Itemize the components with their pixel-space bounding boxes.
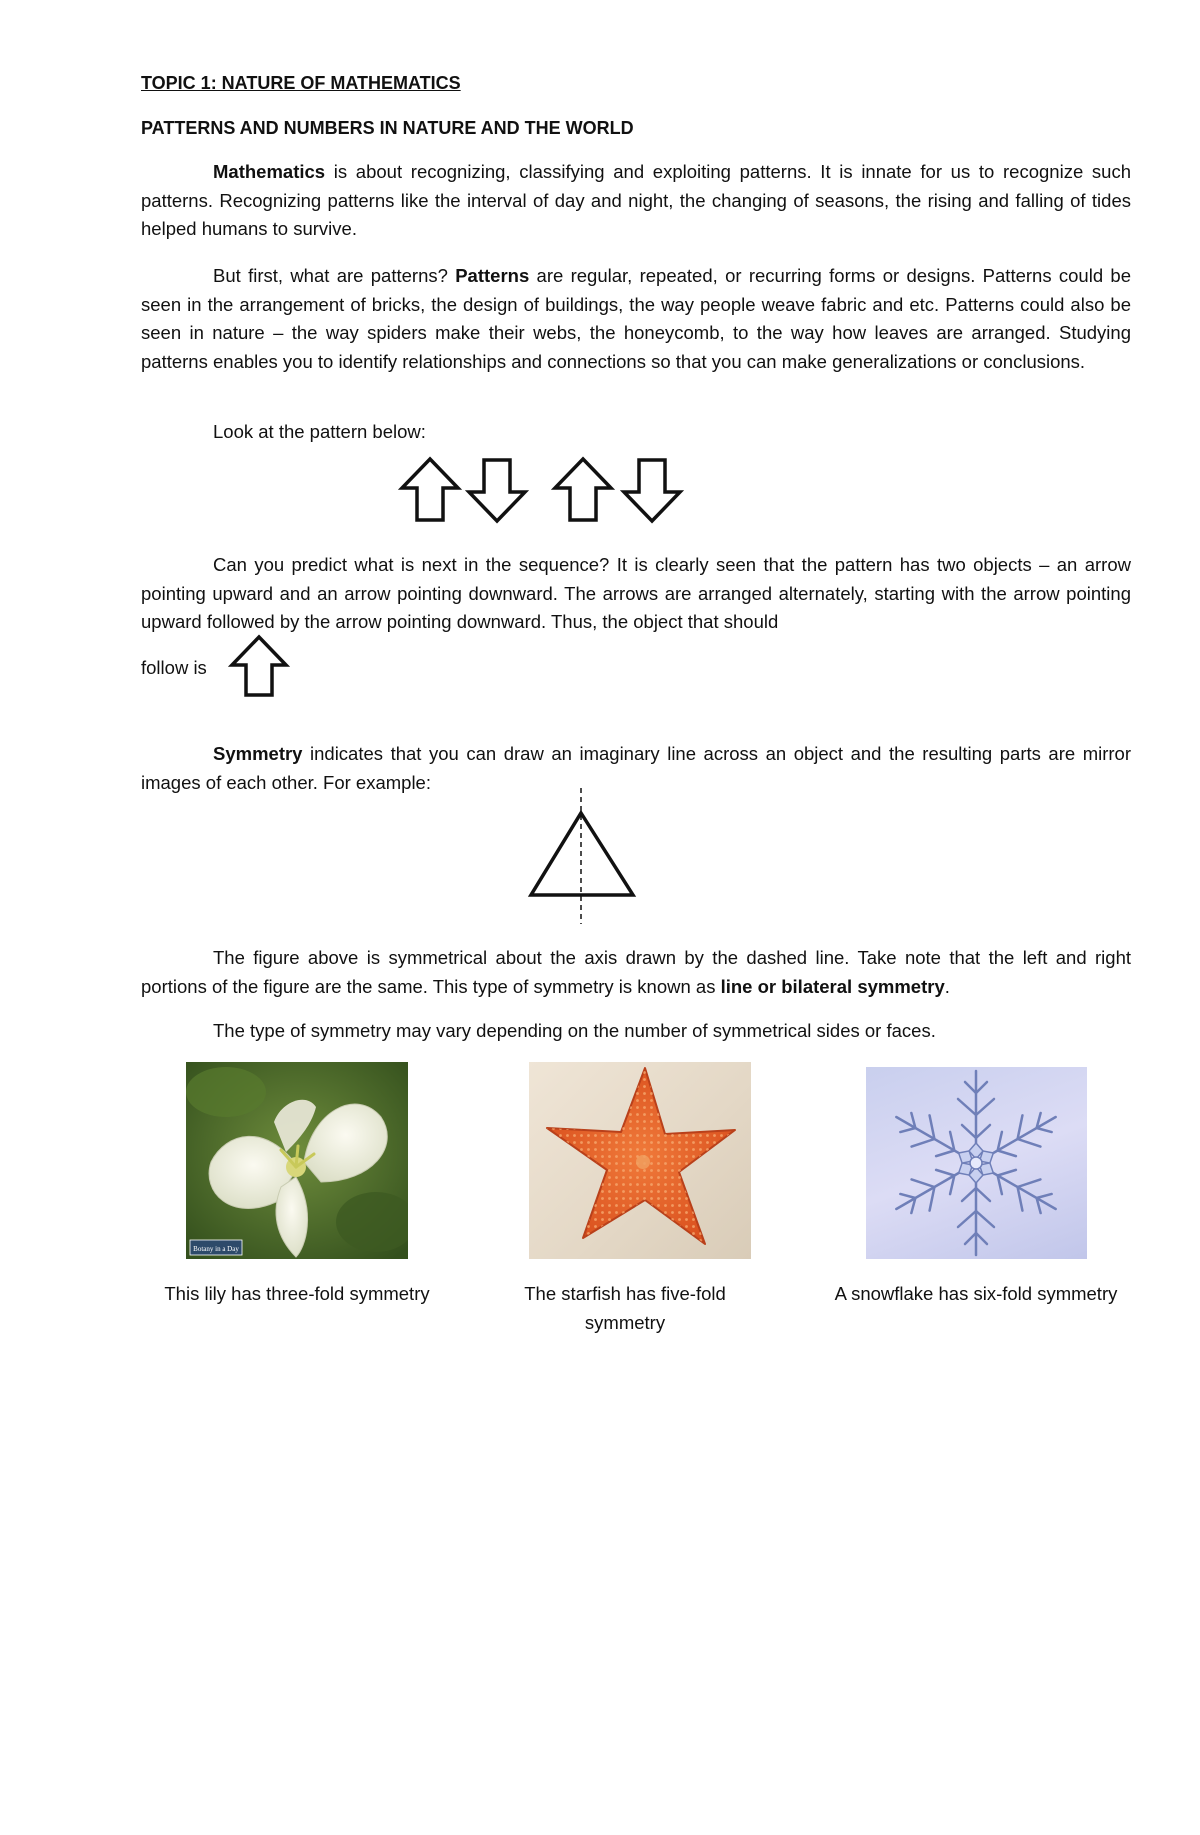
paragraph-predict: Can you predict what is next in the sequence? It is clearly seen that the pattern has two objects – an arrow pointing upward and an arrow pointing downward. The arrows are arranged alternately, starting with the arrow pointing upward followed by the arrow pointing downward. Thus, the object that should <box>141 554 1131 632</box>
follow-label: follow is <box>141 657 207 678</box>
lily-caption: This lily has three-fold symmetry <box>164 1283 430 1304</box>
answer-arrow <box>230 634 288 698</box>
term-mathematics: Mathematics <box>213 161 326 182</box>
term-patterns: Patterns <box>455 265 530 286</box>
term-line-symmetry: line or bilateral symmetry <box>720 975 945 997</box>
paragraph-mathematics: Mathematics is about recognizing, classifying and exploiting patterns. It is innate for us to recognize such patterns. Recognizing patterns like the interval of day and night, the changing of seasons, the rising and falling of tides helped humans to survive. <box>141 161 1131 239</box>
arrow-down-icon <box>469 460 525 521</box>
section-heading: PATTERNS AND NUMBERS IN NATURE AND THE WORLD <box>141 118 634 138</box>
lily-image <box>186 1062 408 1259</box>
lily-watermark: Botany in a Day <box>193 1245 239 1253</box>
snowflake-caption: A snowflake has six-fold symmetry <box>834 1283 1118 1304</box>
term-symmetry: Symmetry <box>213 743 303 764</box>
symmetric-triangle-figure <box>528 786 638 926</box>
starfish-caption: The starfish has five-fold symmetry <box>524 1283 726 1333</box>
paragraph-look: Look at the pattern below: <box>213 421 426 442</box>
arrow-pattern <box>396 456 686 524</box>
snowflake-image <box>866 1067 1087 1259</box>
arrow-down-icon <box>624 460 680 521</box>
paragraph-figure: The figure above is symmetrical about the axis drawn by the dashed line. Take note that the left and right portions of the figure are the same. This type of symmetry is known as line or bilateral symmetry. <box>141 947 1131 997</box>
starfish-image <box>529 1062 751 1259</box>
paragraph-patterns: But first, what are patterns? Patterns are regular, repeated, or recurring forms or designs. Patterns could be seen in the arrangement of bricks, the design of buildings, the way people weave fabric and etc. Patterns could also be seen in nature – the way spiders make their webs, the honeycomb, to the way how leaves are arranged. Studying patterns enables you to identify relationships and connections so that you can make generalizations or conclusions. <box>141 265 1131 372</box>
paragraph-type: The type of symmetry may vary depending on the number of symmetrical sides or faces. <box>213 1020 936 1041</box>
arrow-up-icon <box>555 459 611 520</box>
arrow-up-icon <box>232 637 286 695</box>
paragraph-symmetry: Symmetry indicates that you can draw an imaginary line across an object and the resulting parts are mirror images of each other. For example: <box>141 743 1131 793</box>
arrow-up-icon <box>402 459 458 520</box>
page-title: TOPIC 1: NATURE OF MATHEMATICS <box>141 73 461 93</box>
triangle-shape <box>531 813 633 895</box>
